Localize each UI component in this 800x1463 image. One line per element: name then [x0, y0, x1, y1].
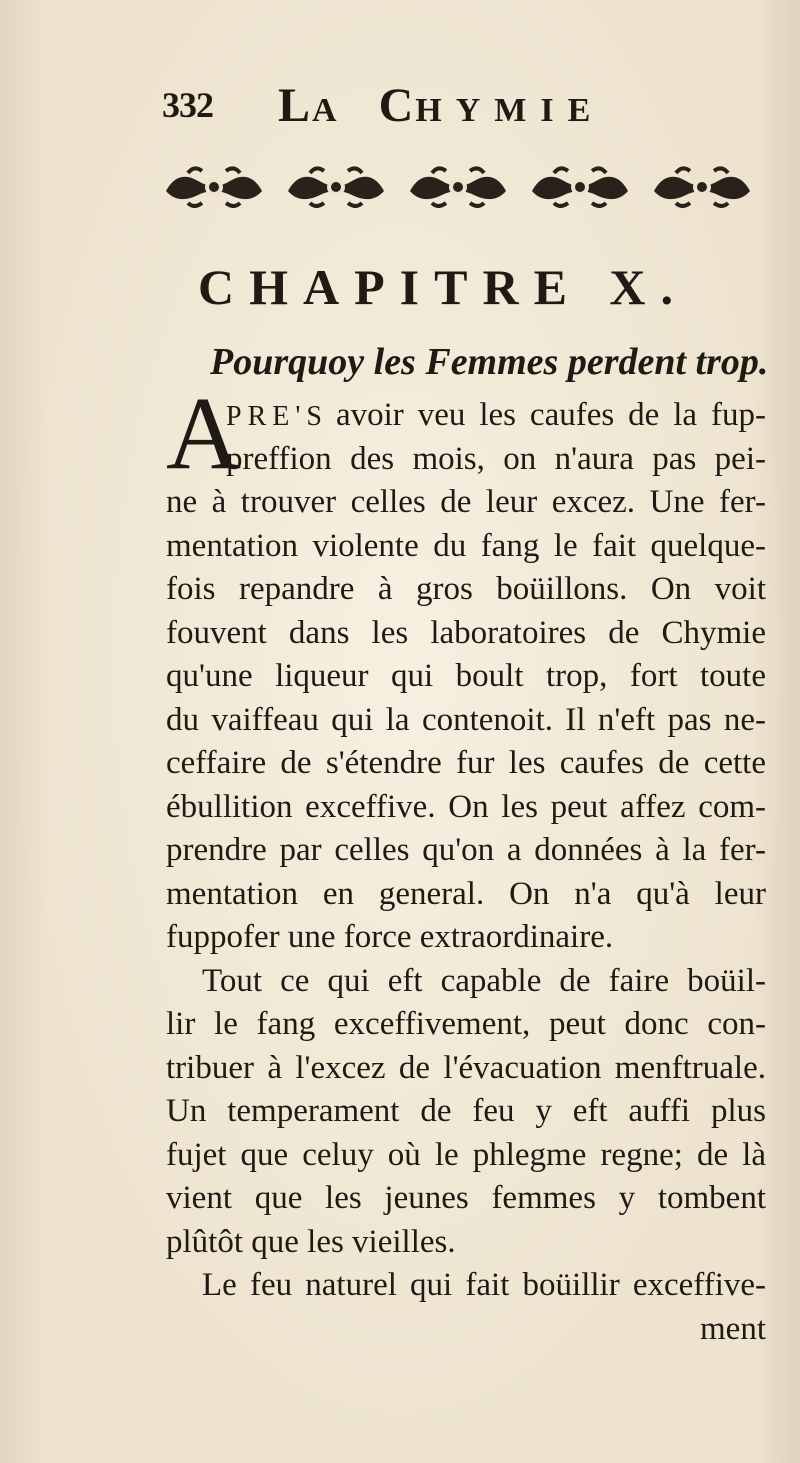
chapter-heading: CHAPITRE X. — [198, 259, 689, 315]
text-line: preffion des mois, on n'aura pas pei- — [226, 440, 766, 477]
text-line: vient que les jeunes femmes y tombent — [166, 1180, 766, 1216]
fleuron-ornament-icon — [402, 161, 514, 213]
running-title-rest: A — [312, 92, 351, 129]
running-title — [278, 78, 604, 133]
text-line: prendre par celles qu'on a données à la fer- — [166, 832, 766, 868]
fleuron-ornament-icon — [280, 161, 392, 213]
text-line: mentation en general. On n'a qu'à leur — [166, 875, 766, 912]
text-line: tribuer à l'excez de l'évacuation menftruale. — [166, 1049, 766, 1086]
text-line: fois repandre à gros boüillons. On voit — [166, 571, 766, 607]
text-line: avoir veu les caufes de la fup- — [335, 397, 766, 433]
text-line: mentation violente du fang le fait quelque- — [166, 527, 766, 564]
fleuron-ornament-icon — [646, 161, 758, 213]
fleuron-ornament-icon — [524, 161, 636, 213]
text-line: plûtôt que les vieilles. — [166, 1223, 456, 1260]
body-text — [166, 376, 766, 1351]
text-line: ébullition exceffive. On les peut affez com- — [166, 788, 766, 825]
text-line: lir le fang exceffivement, peut donc con- — [166, 1006, 766, 1042]
running-title-rest-2: HYMIE — [415, 92, 605, 129]
text-line: ceffaire de s'étendre fur les caufes de cette — [166, 745, 766, 781]
text-line: fujet que celuy où le phlegme regne; de là — [166, 1136, 766, 1173]
text-line: Tout ce qui eft capable de faire boüil- — [202, 962, 766, 999]
running-title-initial-2: C — [378, 79, 416, 132]
text-line: qu'une liqueur qui boult trop, fort toute — [166, 658, 766, 694]
text-line: Le feu naturel qui fait boüillir exceffive- — [202, 1267, 766, 1303]
text-line: ne à trouver celles de leur excez. Une fer- — [166, 484, 766, 520]
running-title-initial: L — [278, 79, 313, 132]
ornament-band — [158, 158, 758, 216]
chapter-subtitle: Pourquoy les Femmes perdent trop. — [210, 341, 769, 383]
text-line: du vaiffeau qui la contenoit. Il n'eft pas ne- — [166, 701, 766, 738]
page-number: 332 — [162, 85, 213, 125]
drop-cap: A — [166, 376, 242, 491]
text-line: fouvent dans les laboratoires de Chymie — [166, 614, 766, 651]
running-header — [160, 78, 760, 132]
text-line: fuppofer une force extraordinaire. — [166, 919, 614, 955]
text-line: Un temperament de feu y eft auffi plus — [166, 1093, 766, 1129]
fleuron-ornament-icon — [158, 161, 270, 213]
text-line: ment — [700, 1310, 766, 1347]
first-word: PRE'S — [226, 401, 328, 432]
